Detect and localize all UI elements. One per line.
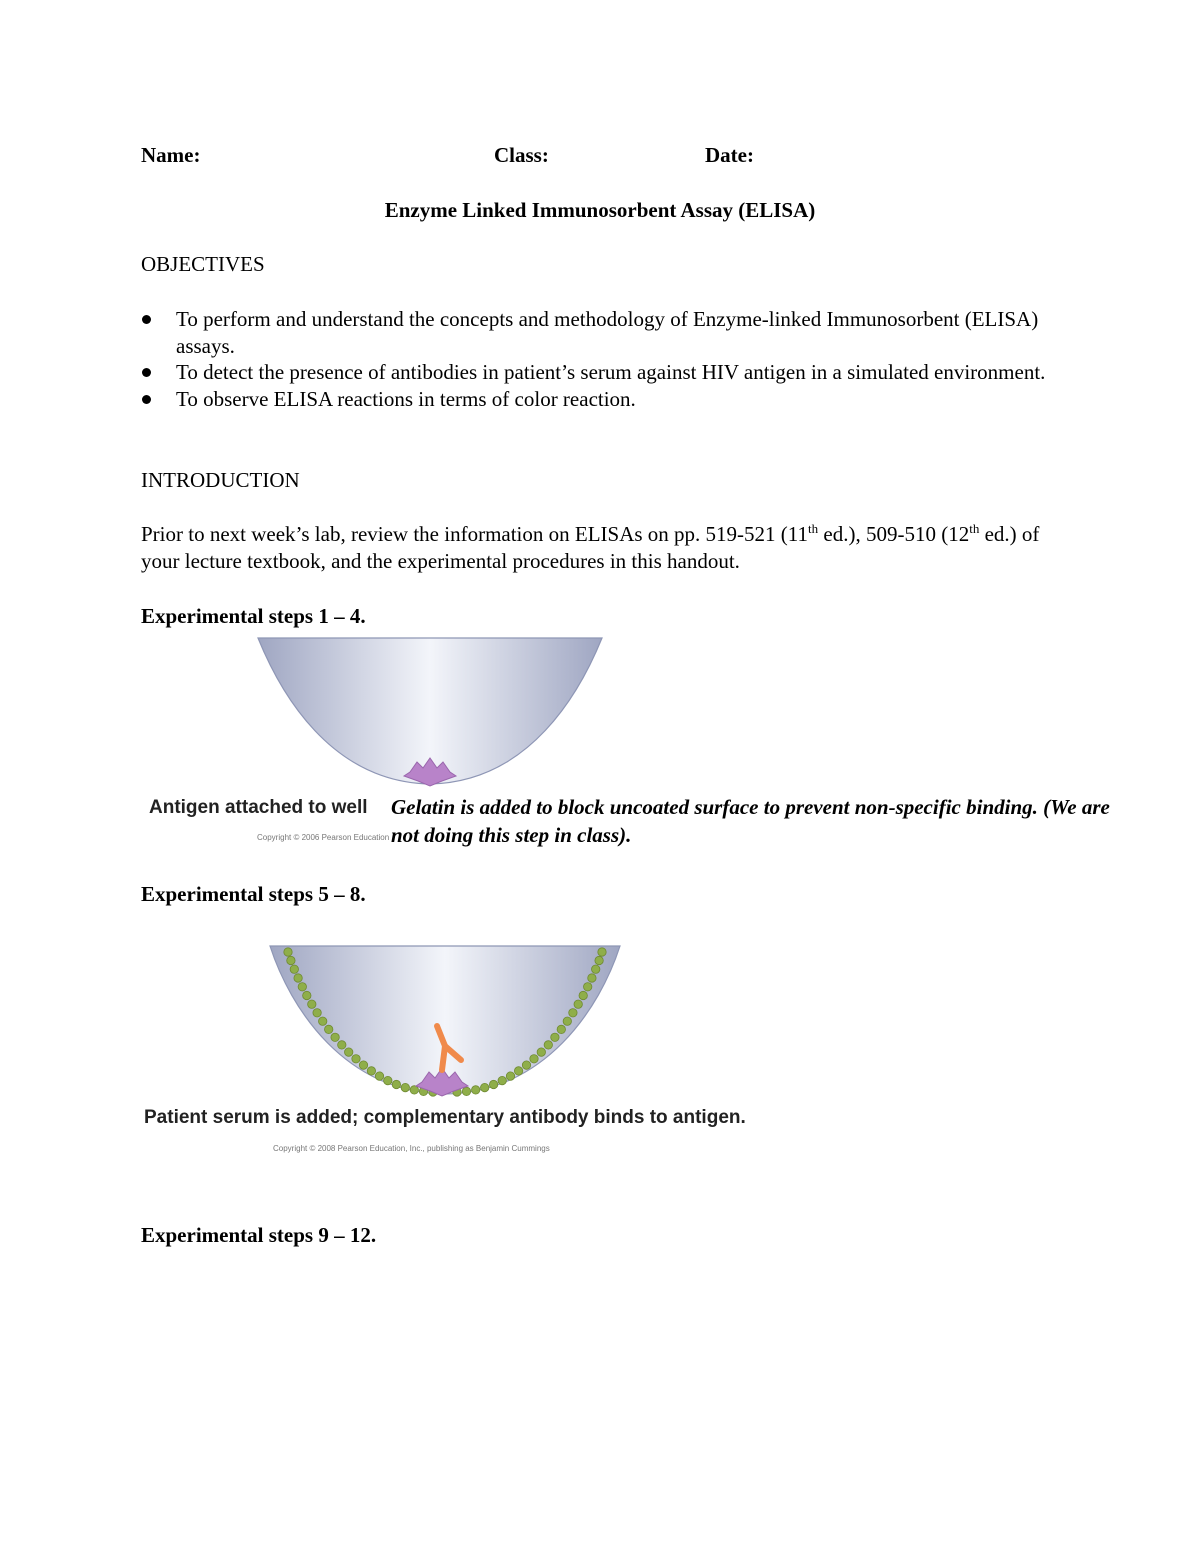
gelatin-bead <box>338 1041 346 1049</box>
gelatin-bead <box>352 1055 360 1063</box>
gelatin-bead <box>481 1083 489 1091</box>
gelatin-bead <box>584 983 592 991</box>
document-title: Enzyme Linked Immunosorbent Assay (ELISA) <box>384 198 816 222</box>
objectives-list <box>141 306 1101 412</box>
date-label: Date: <box>705 143 754 167</box>
gelatin-bead <box>530 1055 538 1063</box>
gelatin-bead <box>588 974 596 982</box>
step-heading-2: Experimental steps 5 – 8. <box>141 882 366 906</box>
gelatin-bead <box>557 1025 565 1033</box>
gelatin-note: Gelatin is added to block uncoated surface to prevent non-specific binding. (We are not doing this step in class). <box>391 795 1110 847</box>
gelatin-bead <box>462 1087 470 1095</box>
introduction-heading: INTRODUCTION <box>141 468 300 492</box>
gelatin-bead <box>551 1033 559 1041</box>
gelatin-bead <box>574 1000 582 1008</box>
objectives-heading: OBJECTIVES <box>141 252 265 276</box>
gelatin-bead <box>303 991 311 999</box>
gelatin-bead <box>345 1048 353 1056</box>
gelatin-bead <box>489 1080 497 1088</box>
gelatin-bead <box>401 1083 409 1091</box>
list-item: To observe ELISA reactions in terms of color reaction. <box>141 386 1101 413</box>
name-label: Name: <box>141 143 201 167</box>
gelatin-bead <box>592 965 600 973</box>
list-item: To detect the presence of antibodies in patient’s serum against HIV antigen in a simulated environment. <box>141 359 1101 386</box>
gelatin-bead <box>506 1072 514 1080</box>
gelatin-bead <box>298 983 306 991</box>
gelatin-bead <box>284 948 292 956</box>
gelatin-bead <box>595 956 603 964</box>
gelatin-bead <box>359 1061 367 1069</box>
gelatin-bead <box>331 1033 339 1041</box>
step-heading-1: Experimental steps 1 – 4. <box>141 604 366 628</box>
gelatin-bead <box>569 1009 577 1017</box>
gelatin-bead <box>392 1080 400 1088</box>
gelatin-bead <box>319 1017 327 1025</box>
gelatin-bead <box>325 1025 333 1033</box>
gelatin-bead <box>522 1061 530 1069</box>
gelatin-bead <box>544 1041 552 1049</box>
gelatin-bead <box>579 991 587 999</box>
gelatin-bead <box>367 1067 375 1075</box>
gelatin-bead <box>514 1067 522 1075</box>
gelatin-bead <box>384 1076 392 1084</box>
gelatin-bead <box>287 956 295 964</box>
gelatin-bead <box>498 1076 506 1084</box>
figure-copyright-2: Copyright © 2008 Pearson Education, Inc., publishing as Benjamin Cummings <box>273 1144 550 1153</box>
gelatin-bead <box>537 1048 545 1056</box>
bullet-icon <box>142 315 151 324</box>
class-label: Class: <box>494 143 549 167</box>
gelatin-bead <box>294 974 302 982</box>
antigen-well-figure <box>180 632 680 792</box>
figure-copyright-1: Copyright © 2006 Pearson Education <box>257 833 390 842</box>
step-heading-3: Experimental steps 9 – 12. <box>141 1223 377 1247</box>
figure-caption-1: Antigen attached to well <box>149 797 368 818</box>
figure-caption-2: Patient serum is added; complementary antibody binds to antigen. <box>144 1107 746 1128</box>
antibody-binding-figure <box>175 938 705 1103</box>
list-item: To perform and understand the concepts and methodology of Enzyme-linked Immunosorbent (ELISA) assays. <box>141 306 1101 359</box>
bullet-icon <box>142 395 151 404</box>
gelatin-bead <box>563 1017 571 1025</box>
gelatin-bead <box>375 1072 383 1080</box>
gelatin-bead <box>290 965 298 973</box>
gelatin-bead <box>472 1086 480 1094</box>
gelatin-bead <box>598 948 606 956</box>
gelatin-bead <box>313 1009 321 1017</box>
bullet-icon <box>142 368 151 377</box>
gelatin-bead <box>308 1000 316 1008</box>
introduction-paragraph: Prior to next week’s lab, review the information on ELISAs on pp. 519-521 (11th ed.), 509-510 (12th ed.) of your lecture textbook, and the experimental procedures in this handout. <box>141 521 1040 573</box>
